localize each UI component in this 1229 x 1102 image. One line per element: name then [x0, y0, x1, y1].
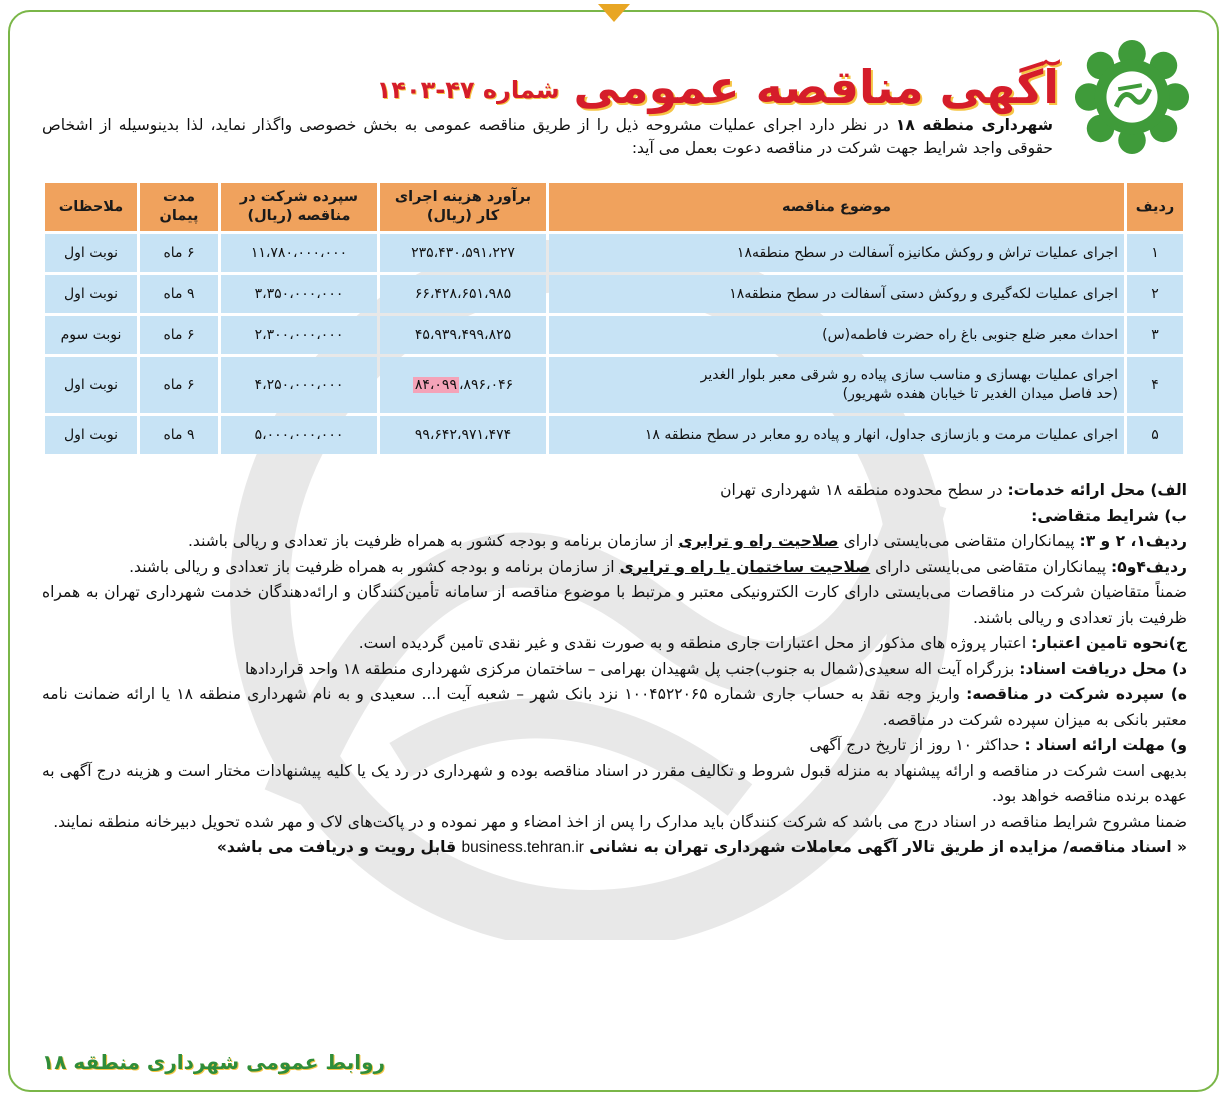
section-e-text: واریز وجه نقد به حساب جاری شماره ۱۰۰۴۵۲۲۰۶۵ نزد بانک شهر – شعبه آیت ا... سعیدی و به نام شهرداری منطقه ۱۸ یا ارائه ضمانت نامه معتبر بانکی به میزان سپرده شرکت در مناقصه. — [42, 685, 1187, 729]
cell-deposit: ۵،۰۰۰،۰۰۰،۰۰۰ — [221, 416, 377, 454]
section-i-pre: « اسناد مناقصه/ مزایده از طریق تالار آگهی معاملات شهرداری تهران به نشانی — [583, 838, 1187, 856]
cell-deposit: ۳،۳۵۰،۰۰۰،۰۰۰ — [221, 275, 377, 313]
cell-deposit: ۲،۳۰۰،۰۰۰،۰۰۰ — [221, 316, 377, 354]
cell-notes: نوبت اول — [45, 234, 137, 272]
cell-estimate: ۶۶،۴۲۸،۶۵۱،۹۸۵ — [380, 275, 546, 313]
cell-deposit: ۴،۲۵۰،۰۰۰،۰۰۰ — [221, 357, 377, 413]
header-notes: ملاحظات — [45, 183, 137, 231]
header-subject: موضوع مناقصه — [549, 183, 1124, 231]
cell-subject: اجرای عملیات لکه‌گیری و روکش دستی آسفالت در سطح منطقه۱۸ — [549, 275, 1124, 313]
section-d — [42, 657, 1187, 683]
header-row-number: ردیف — [1127, 183, 1183, 231]
section-g: بدیهی است شرکت در مناقصه و ارائه پیشنهاد به منزله قبول شروط و تکالیف مقرر در اسناد مناقصه بوده و شهرداری در رد یک یا کلیه پیشنهادات مختار است و هزینه درج آگهی به عهده برنده مناقصه خواهد بود. — [42, 761, 1187, 805]
estimate-rest: ،۸۹۶،۰۴۶ — [458, 376, 514, 393]
section-e-label: ه) سپرده شرکت در مناقصه: — [966, 685, 1188, 703]
cell-duration: ۹ ماه — [140, 416, 218, 454]
section-b2-post: از سازمان برنامه و بودجه کشور به همراه ظرفیت باز تعدادی و ریالی باشند. — [129, 557, 620, 576]
section-a-text: در سطح محدوده منطقه ۱۸ شهرداری تهران — [720, 481, 1008, 499]
cell-subject: احداث معبر ضلع جنوبی باغ راه حضرت فاطمه(س) — [549, 316, 1124, 354]
section-b — [42, 504, 1187, 530]
section-f-label: و) مهلت ارائه اسناد : — [1024, 736, 1187, 754]
cell-duration: ۶ ماه — [140, 357, 218, 413]
table-header-row — [45, 183, 1183, 231]
section-c-text: اعتبار پروژه های مذکور از محل اعتبارات جاری منطقه و به صورت نقدی و غیر نقدی تامین گردیده است. — [358, 634, 1032, 652]
section-c-label: ج)نحوه تامین اعتبار: — [1031, 634, 1187, 652]
cell-notes: نوبت اول — [45, 357, 137, 413]
section-b-label: ب) شرایط متقاضی: — [1031, 506, 1187, 525]
section-i — [42, 835, 1187, 861]
cell-estimate: ۲۳۵،۴۳۰،۵۹۱،۲۲۷ — [380, 234, 546, 272]
public-relations-signature: روابط عمومی شهرداری منطقه ۱۸ — [42, 1050, 386, 1074]
title-number: شماره ۴۷-۱۴۰۳ — [376, 76, 560, 104]
intro-text: در نظر دارد اجرای عملیات مشروحه ذیل را از طریق مناقصه عمومی به بخش خصوصی واگذار نماید، لذا بدینوسیله از اشخاص حقوقی واجد شرایط جهت شرکت در مناقصه دعوت بعمل می آید: — [42, 116, 1053, 157]
section-f-text: حداکثر ۱۰ روز از تاریخ درج آگهی — [809, 736, 1025, 754]
section-i-post: قابل رویت و دریافت می باشد» — [216, 838, 462, 856]
cell-notes: نوبت اول — [45, 416, 137, 454]
table-row — [45, 275, 1183, 313]
title-main: آگهی مناقصه عمومی — [573, 60, 1059, 114]
cell-duration: ۶ ماه — [140, 316, 218, 354]
section-d-text: بزرگراه آیت اله سعیدی(شمال به جنوب)جنب پل شهیدان بهرامی – ساختمان مرکزی شهرداری منطقه ۱۸ واحد قراردادها — [244, 659, 1020, 678]
header-estimate: برآورد هزینه اجرای کار (ریال) — [380, 183, 546, 231]
section-b2-qualification: صلاحیت ساختمان یا راه و ترابری — [619, 557, 871, 576]
section-b2-pre: پیمانکاران متقاضی می‌بایستی دارای — [870, 557, 1112, 576]
notice-title — [376, 40, 1059, 114]
cell-notes: نوبت سوم — [45, 316, 137, 354]
section-b1-qualification: صلاحیت راه و ترابری — [678, 532, 839, 550]
table-row — [45, 316, 1183, 354]
section-b1-post: از سازمان برنامه و بودجه کشور به همراه ظرفیت باز تعدادی و ریالی باشند. — [188, 532, 679, 550]
cell-subject — [549, 357, 1124, 413]
cell-row-number: ۲ — [1127, 275, 1183, 313]
table-row — [45, 234, 1183, 272]
cell-deposit: ۱۱،۷۸۰،۰۰۰،۰۰۰ — [221, 234, 377, 272]
top-notch-decoration — [598, 4, 630, 22]
header-deposit: سپرده شرکت در مناقصه (ریال) — [221, 183, 377, 231]
cell-duration: ۹ ماه — [140, 275, 218, 313]
cell-row-number: ۴ — [1127, 357, 1183, 413]
cell-row-number: ۵ — [1127, 416, 1183, 454]
section-d-label: د) محل دریافت اسناد: — [1019, 659, 1187, 678]
section-b1-pre: پیمانکاران متقاضی می‌بایستی دارای — [838, 532, 1080, 550]
estimate-highlight: ۸۴،۰۹۹ — [414, 376, 457, 393]
intro-paragraph — [42, 114, 1053, 160]
cell-duration: ۶ ماه — [140, 234, 218, 272]
cell-subject: اجرای عملیات تراش و روکش مکانیزه آسفالت در سطح منطقه۱۸ — [549, 234, 1124, 272]
cell-subject: اجرای عملیات مرمت و بازسازی جداول، انهار و پیاده رو معابر در سطح منطقه ۱۸ — [549, 416, 1124, 454]
section-b2-label: ردیف۴و۵: — [1111, 557, 1187, 576]
cell-subject-line2: (حد فاصل میدان الغدیر تا خیابان هفده شهریور) — [842, 386, 1118, 402]
cell-notes: نوبت اول — [45, 275, 137, 313]
intro-org: شهرداری منطقه ۱۸ — [895, 116, 1053, 134]
cell-row-number: ۳ — [1127, 316, 1183, 354]
section-h: ضمنا مشروح شرایط مناقصه در اسناد درج می باشد که شرکت کنندگان باید مدارک را پس از اخذ امضاء و مهر نموده و در پاکت‌های لاک و مهر شده تحویل دبیرخانه منطقه نمایند. — [53, 812, 1187, 831]
section-b1 — [42, 529, 1187, 555]
section-a — [42, 478, 1187, 504]
section-e — [42, 682, 1187, 733]
cell-subject-line1: اجرای عملیات بهسازی و مناسب سازی پیاده رو شرقی معبر بلوار الغدیر — [700, 367, 1118, 383]
cell-estimate — [380, 357, 546, 413]
section-c — [42, 631, 1187, 657]
cell-estimate: ۹۹،۶۴۲،۹۷۱،۴۷۴ — [380, 416, 546, 454]
section-a-label: الف) محل ارائه خدمات: — [1007, 481, 1187, 499]
notice-body — [42, 478, 1187, 861]
table-row — [45, 357, 1183, 413]
table-row — [45, 416, 1183, 454]
header-duration: مدت پیمان — [140, 183, 218, 231]
cell-estimate: ۴۵،۹۳۹،۴۹۹،۸۲۵ — [380, 316, 546, 354]
section-b1-label: ردیف۱، ۲ و ۳: — [1079, 532, 1187, 550]
tender-table — [42, 180, 1186, 457]
cell-row-number: ۱ — [1127, 234, 1183, 272]
business-tehran-link[interactable]: business.tehran.ir — [461, 839, 584, 856]
section-b3: ضمناً متقاضیان شرکت در مناقصات می‌بایستی دارای کارت الکترونیکی معتبر و مرتبط با موضوع مناقصه از سامانه تأمین‌کنندگان و ارائه‌دهندگان خدمت شهرداری تهران به همراه ظرفیت باز تعدادی و ریالی باشند. — [42, 583, 1187, 627]
section-b2 — [42, 555, 1187, 581]
tehran-municipality-logo — [1073, 38, 1191, 156]
section-f — [42, 733, 1187, 759]
